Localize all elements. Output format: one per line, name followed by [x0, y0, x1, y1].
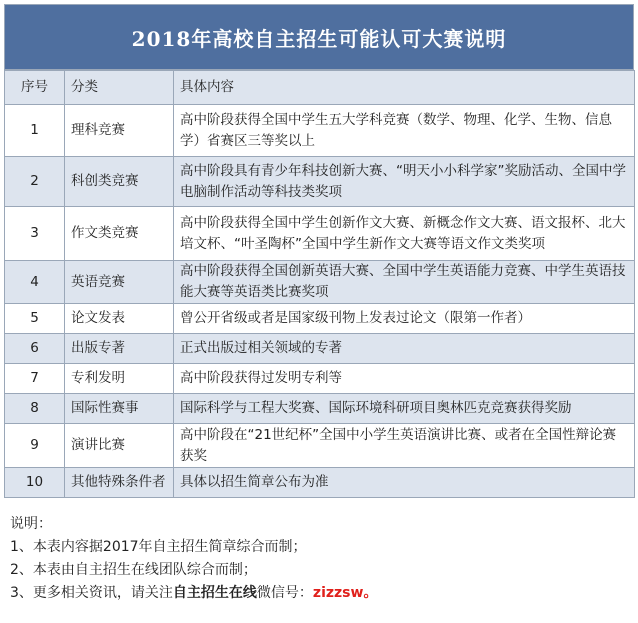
- row-category: 论文发表: [65, 304, 174, 334]
- note-line-3-middle: 微信号：: [256, 585, 313, 601]
- row-content: 正式出版过相关领域的专著: [174, 334, 635, 364]
- row-category: 专利发明: [65, 364, 174, 394]
- row-category: 其他特殊条件者: [65, 468, 174, 498]
- note-line-2: 2、本表由自主招生在线团队综合而制；: [10, 562, 257, 578]
- row-category: 作文类竞赛: [65, 207, 174, 261]
- row-no: 7: [5, 364, 65, 394]
- header-content: 具体内容: [174, 71, 635, 105]
- row-category: 演讲比赛: [65, 424, 174, 468]
- row-category: 科创类竞赛: [65, 157, 174, 207]
- row-no: 2: [5, 157, 65, 207]
- wechat-id: zizzsw: [312, 585, 364, 601]
- row-content: 国际科学与工程大奖赛、国际环境科研项目奥林匹克竞赛获得奖励: [174, 394, 635, 424]
- row-no: 9: [5, 424, 65, 468]
- row-category: 理科竞赛: [65, 105, 174, 157]
- table-row: [5, 105, 635, 157]
- row-no: 3: [5, 207, 65, 261]
- row-content: 具体以招生简章公布为准: [174, 468, 635, 498]
- row-content: 高中阶段获得全国中学生创新作文大赛、新概念作文大赛、语文报杯、北大培文杯、“叶圣陶杯”全国中学生新作文大赛等语文作文类奖项: [174, 207, 635, 261]
- row-content: 高中阶段获得全国中学生五大学科竞赛（数学、物理、化学、生物、信息学）省赛区三等奖以上: [174, 105, 635, 157]
- row-content: 高中阶段获得过发明专利等: [174, 364, 635, 394]
- row-no: 5: [5, 304, 65, 334]
- table-row: [5, 261, 635, 304]
- table-row: [5, 304, 635, 334]
- row-category: 国际性赛事: [65, 394, 174, 424]
- notes-heading: 说明：: [10, 516, 52, 532]
- wechat-account-name: 自主招生在线: [172, 585, 257, 601]
- row-no: 10: [5, 468, 65, 498]
- row-content: 曾公开省级或者是国家级刊物上发表过论文（限第一作者）: [174, 304, 635, 334]
- table-title: 2018年高校自主招生可能认可大赛说明: [4, 4, 634, 70]
- note-line-1: 1、本表内容据2017年自主招生简章综合而制；: [10, 539, 307, 555]
- table-row: [5, 157, 635, 207]
- table-row: [5, 334, 635, 364]
- row-no: 4: [5, 261, 65, 304]
- table-row: [5, 364, 635, 394]
- row-category: 英语竞赛: [65, 261, 174, 304]
- table-row: [5, 207, 635, 261]
- contest-table: [4, 70, 635, 498]
- row-no: 1: [5, 105, 65, 157]
- note-line-3-prefix: 3、更多相关资讯，请关注: [10, 585, 173, 601]
- header-category: 分类: [65, 71, 174, 105]
- table-row: [5, 468, 635, 498]
- row-content: 高中阶段在“21世纪杯”全国中小学生英语演讲比赛、或者在全国性辩论赛获奖: [174, 424, 635, 468]
- note-line-3-end: 。: [363, 585, 378, 601]
- table-header-row: [5, 71, 635, 105]
- row-no: 8: [5, 394, 65, 424]
- row-content: 高中阶段具有青少年科技创新大赛、“明天小小科学家”奖励活动、全国中学电脑制作活动等科技类奖项: [174, 157, 635, 207]
- notes-section: [10, 513, 630, 605]
- row-category: 出版专著: [65, 334, 174, 364]
- table-row: [5, 394, 635, 424]
- header-no: 序号: [5, 71, 65, 105]
- row-content: 高中阶段获得全国创新英语大赛、全国中学生英语能力竞赛、中学生英语技能大赛等英语类比赛奖项: [174, 261, 635, 304]
- table-row: [5, 424, 635, 468]
- note-line-3: [10, 582, 630, 605]
- row-no: 6: [5, 334, 65, 364]
